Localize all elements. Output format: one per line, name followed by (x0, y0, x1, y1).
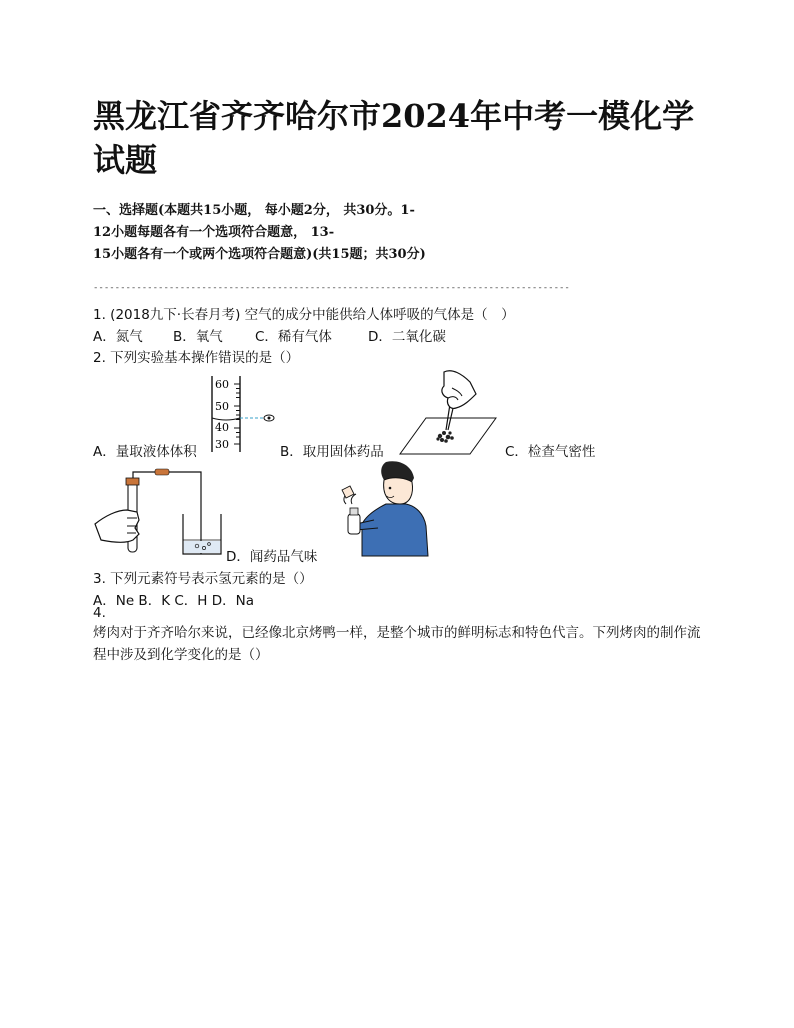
question-1-stem: 1. (2018九下·长春月考) 空气的成分中能供给人体呼吸的气体是（ ） (93, 307, 515, 323)
question-1-option-d: D．二氧化碳 (368, 329, 446, 345)
cylinder-tick-60: 60 (215, 378, 229, 391)
section-heading-line-2: 12小题每题各有一个选项符合题意， 13- (93, 225, 335, 240)
graduated-cylinder-figure (208, 372, 280, 456)
question-2-option-a: A．量取液体体积 (93, 444, 197, 460)
question-2-option-c: C．检查气密性 (505, 444, 596, 460)
section-heading-line-3: 15小题各有一个或两个选项符合题意)(共15题；共30分) (93, 247, 426, 262)
cylinder-tick-40: 40 (215, 421, 229, 434)
question-1-option-b: B．氧气 (173, 329, 223, 345)
question-3-stem: 3. 下列元素符号表示氢元素的是（） (93, 571, 313, 587)
document-title: 黑龙江省齐齐哈尔市2024年中考一模化学试题 (93, 97, 695, 179)
divider-line: ---------------------------------------------------------------------------------------- (93, 283, 570, 293)
question-1-option-a: A．氮气 (93, 329, 143, 345)
cylinder-tick-50: 50 (215, 400, 229, 413)
cylinder-tick-30: 30 (215, 438, 229, 451)
section-heading (93, 200, 493, 266)
section-heading-line-1: 一、选择题(本题共15小题， 每小题2分， 共30分。1- (93, 203, 415, 218)
smelling-chemical-figure (326, 460, 430, 558)
question-2-option-b: B．取用固体药品 (280, 444, 384, 460)
question-2-stem: 2. 下列实验基本操作错误的是（） (93, 350, 300, 366)
question-3-options: A．Ne B．K C．H D．Na (93, 593, 254, 609)
airtightness-check-figure (93, 468, 233, 560)
question-2-option-d: D．闻药品气味 (226, 549, 318, 565)
hand-tweezers-figure (396, 366, 500, 456)
question-4-text: 烤肉对于齐齐哈尔来说，已经像北京烤鸭一样，是整个城市的鲜明标志和特色代言。下列烤肉的制作流程中涉及到化学变化的是（） (93, 625, 701, 663)
question-1-option-c: C．稀有气体 (255, 329, 332, 345)
question-4-number: 4. (93, 605, 106, 621)
